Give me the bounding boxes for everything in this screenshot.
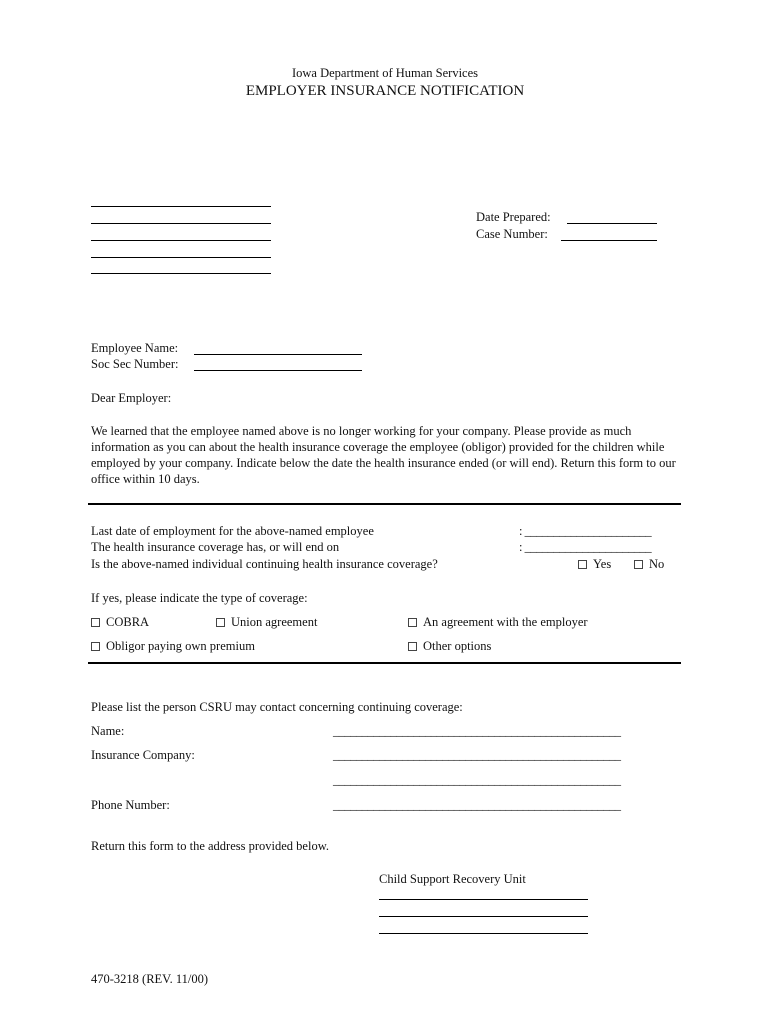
option-obligor-premium[interactable] bbox=[91, 639, 255, 654]
unit-address-line-1[interactable] bbox=[379, 899, 588, 900]
address-line-5[interactable] bbox=[91, 273, 271, 274]
address-line-4[interactable] bbox=[91, 257, 271, 258]
insurance-company-field-1[interactable]: __________________________________________________ bbox=[333, 748, 621, 762]
contact-name-field[interactable]: __________________________________________________ bbox=[333, 724, 621, 738]
yes-option[interactable] bbox=[578, 557, 611, 572]
option-employer-agreement[interactable] bbox=[408, 615, 588, 630]
union-agreement-checkbox[interactable] bbox=[216, 618, 225, 627]
recovery-unit-name: Child Support Recovery Unit bbox=[379, 872, 526, 886]
contact-prompt: Please list the person CSRU may contact concerning continuing coverage: bbox=[91, 700, 463, 714]
coverage-end-label: The health insurance coverage has, or will end on bbox=[91, 540, 340, 554]
date-prepared-field[interactable] bbox=[567, 223, 657, 224]
yes-label: Yes bbox=[593, 557, 612, 571]
last-date-field[interactable]: : ______________________ bbox=[519, 524, 652, 538]
section-divider-2 bbox=[88, 662, 681, 664]
address-line-2[interactable] bbox=[91, 223, 271, 224]
contact-name-label: Name: bbox=[91, 724, 125, 738]
no-checkbox[interactable] bbox=[634, 560, 643, 569]
employee-name-label: Employee Name: bbox=[91, 341, 179, 355]
other-options-checkbox[interactable] bbox=[408, 642, 417, 651]
employer-agreement-checkbox[interactable] bbox=[408, 618, 417, 627]
employee-name-field[interactable] bbox=[194, 354, 362, 355]
cobra-checkbox[interactable] bbox=[91, 618, 100, 627]
unit-address-line-3[interactable] bbox=[379, 933, 588, 934]
unit-address-line-2[interactable] bbox=[379, 916, 588, 917]
ssn-label: Soc Sec Number: bbox=[91, 357, 179, 371]
other-options-label: Other options bbox=[423, 639, 492, 653]
address-line-3[interactable] bbox=[91, 240, 271, 241]
coverage-end-field[interactable]: : ______________________ bbox=[519, 540, 652, 554]
agency-name: Iowa Department of Human Services bbox=[291, 66, 479, 80]
coverage-type-prompt: If yes, please indicate the type of coverage: bbox=[91, 591, 308, 605]
no-label: No bbox=[649, 557, 665, 571]
form-number: 470-3218 (REV. 11/00) bbox=[91, 972, 209, 986]
union-agreement-label: Union agreement bbox=[231, 615, 318, 629]
continuing-coverage-label: Is the above-named individual continuing health insurance coverage? bbox=[91, 557, 438, 571]
phone-number-field[interactable]: __________________________________________________ bbox=[333, 798, 621, 812]
date-prepared-label: Date Prepared: bbox=[476, 210, 551, 224]
return-instruction: Return this form to the address provided below. bbox=[91, 839, 330, 853]
salutation: Dear Employer: bbox=[91, 391, 172, 405]
yes-checkbox[interactable] bbox=[578, 560, 587, 569]
option-union-agreement[interactable] bbox=[216, 615, 317, 630]
cobra-label: COBRA bbox=[106, 615, 150, 629]
obligor-premium-label: Obligor paying own premium bbox=[106, 639, 255, 653]
form-title: EMPLOYER INSURANCE NOTIFICATION bbox=[245, 83, 525, 99]
letter-body: We learned that the employee named above is no longer working for your company. Please provide as much information as you can about the health insurance coverage the employee (obligor) provided for the children while employed by your company. Indicate below the date the health insurance ended (or will end). Return this form to our office within 10 days. bbox=[91, 424, 676, 486]
obligor-premium-checkbox[interactable] bbox=[91, 642, 100, 651]
option-other[interactable] bbox=[408, 639, 491, 654]
phone-number-label: Phone Number: bbox=[91, 798, 170, 812]
employer-agreement-label: An agreement with the employer bbox=[423, 615, 588, 629]
case-number-field[interactable] bbox=[561, 240, 657, 241]
section-divider-1 bbox=[88, 503, 681, 505]
case-number-label: Case Number: bbox=[476, 227, 548, 241]
last-date-label: Last date of employment for the above-named employee bbox=[91, 524, 374, 538]
ssn-field[interactable] bbox=[194, 370, 362, 371]
insurance-company-label: Insurance Company: bbox=[91, 748, 195, 762]
insurance-company-field-2[interactable]: __________________________________________________ bbox=[333, 773, 621, 787]
option-cobra[interactable] bbox=[91, 615, 149, 630]
address-line-1[interactable] bbox=[91, 206, 271, 207]
no-option[interactable] bbox=[634, 557, 664, 572]
